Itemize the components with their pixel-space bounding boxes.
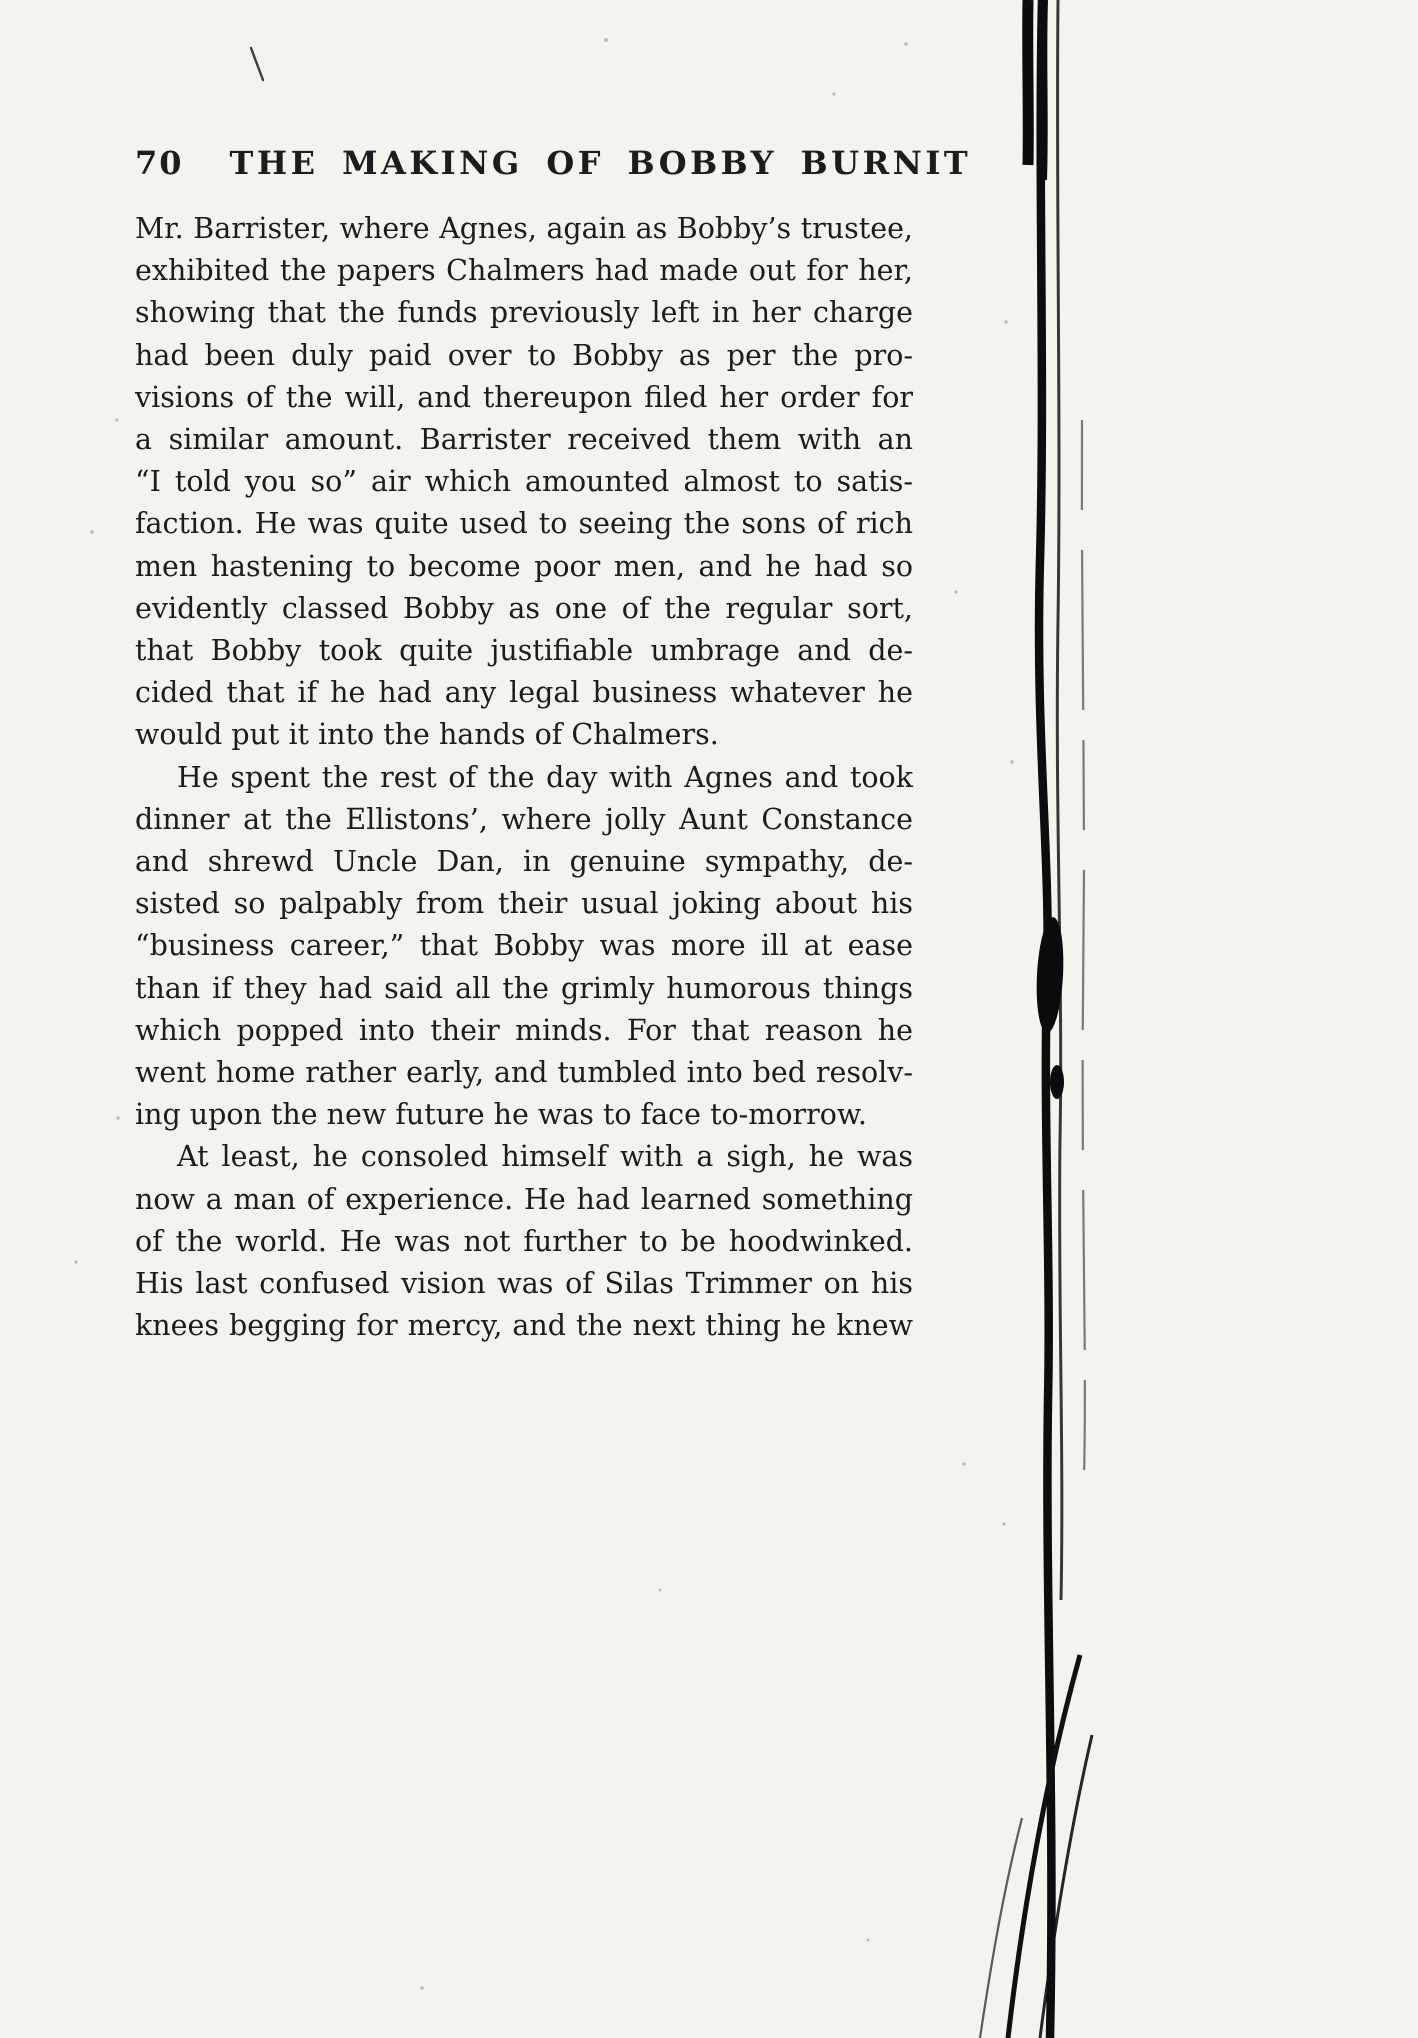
text-line: sisted so palpably from their usual joking about his bbox=[135, 887, 913, 921]
stray-mark-icon bbox=[251, 48, 263, 80]
text-line: Mr. Barrister, where Agnes, again as Bobby’s trustee, bbox=[135, 212, 913, 245]
text-line: which popped into their minds. For that reason he bbox=[135, 1013, 913, 1047]
text-line: exhibited the papers Chalmers had made out for her, bbox=[135, 254, 913, 288]
text-line: faction. He was quite used to seeing the sons of rich bbox=[135, 507, 913, 541]
text-line: He spent the rest of the day with Agnes and took bbox=[177, 760, 913, 794]
text-line: His last confused vision was of Silas Trimmer on his bbox=[135, 1267, 913, 1301]
text-line: At least, he consoled himself with a sigh, he was bbox=[177, 1140, 913, 1174]
gutter-line-icon bbox=[1043, 0, 1044, 180]
ink-blot-icon bbox=[1050, 1065, 1064, 1099]
page-header bbox=[135, 144, 972, 182]
text-line: would put it into the hands of Chalmers. bbox=[135, 718, 719, 752]
gutter-line-icon bbox=[1057, 0, 1062, 1600]
page-number: 70 bbox=[135, 144, 184, 182]
text-line: “I told you so” air which amounted almost to satis- bbox=[135, 465, 913, 499]
text-line: ing upon the new future he was to face to-morrow. bbox=[135, 1098, 867, 1132]
text-line: and shrewd Uncle Dan, in genuine sympathy, de- bbox=[135, 845, 913, 879]
paragraph bbox=[135, 757, 913, 1137]
gutter-line-icon bbox=[1008, 1655, 1080, 2038]
text-line: knees begging for mercy, and the next thing he knew bbox=[135, 1309, 913, 1343]
text-line: evidently classed Bobby as one of the regular sort, bbox=[135, 591, 913, 625]
text-line: went home rather early, and tumbled into bed resolv- bbox=[135, 1056, 913, 1090]
text-line: had been duly paid over to Bobby as per the pro- bbox=[135, 338, 913, 372]
running-title: THE MAKING OF BOBBY BURNIT bbox=[229, 144, 972, 182]
gutter-line-icon bbox=[1039, 0, 1051, 2038]
gutter-line-icon bbox=[1028, 0, 1029, 165]
text-line: of the world. He was not further to be hoodwinked. bbox=[135, 1224, 913, 1258]
gutter-line-icon bbox=[1040, 1735, 1092, 2038]
gutter-line-icon bbox=[980, 1818, 1022, 2038]
paragraph bbox=[135, 1136, 913, 1347]
text-line: than if they had said all the grimly humorous things bbox=[135, 971, 913, 1005]
text-line: now a man of experience. He had learned something bbox=[135, 1182, 913, 1216]
text-line: dinner at the Ellistons’, where jolly Aunt Constance bbox=[135, 802, 913, 836]
text-line: men hastening to become poor men, and he had so bbox=[135, 549, 913, 583]
text-line: visions of the will, and thereupon filed her order for bbox=[135, 380, 913, 414]
text-line: showing that the funds previously left in her charge bbox=[135, 296, 913, 330]
paragraph bbox=[135, 208, 913, 757]
body-text bbox=[135, 208, 913, 1347]
gutter-line-icon bbox=[1082, 420, 1085, 1480]
text-line: a similar amount. Barrister received them with an bbox=[135, 423, 913, 457]
ink-blot-icon bbox=[1034, 916, 1066, 1033]
text-line: cided that if he had any legal business whatever he bbox=[135, 676, 913, 710]
text-line: that Bobby took quite justifiable umbrage and de- bbox=[135, 634, 913, 668]
text-line: “business career,” that Bobby was more ill at ease bbox=[135, 929, 913, 963]
